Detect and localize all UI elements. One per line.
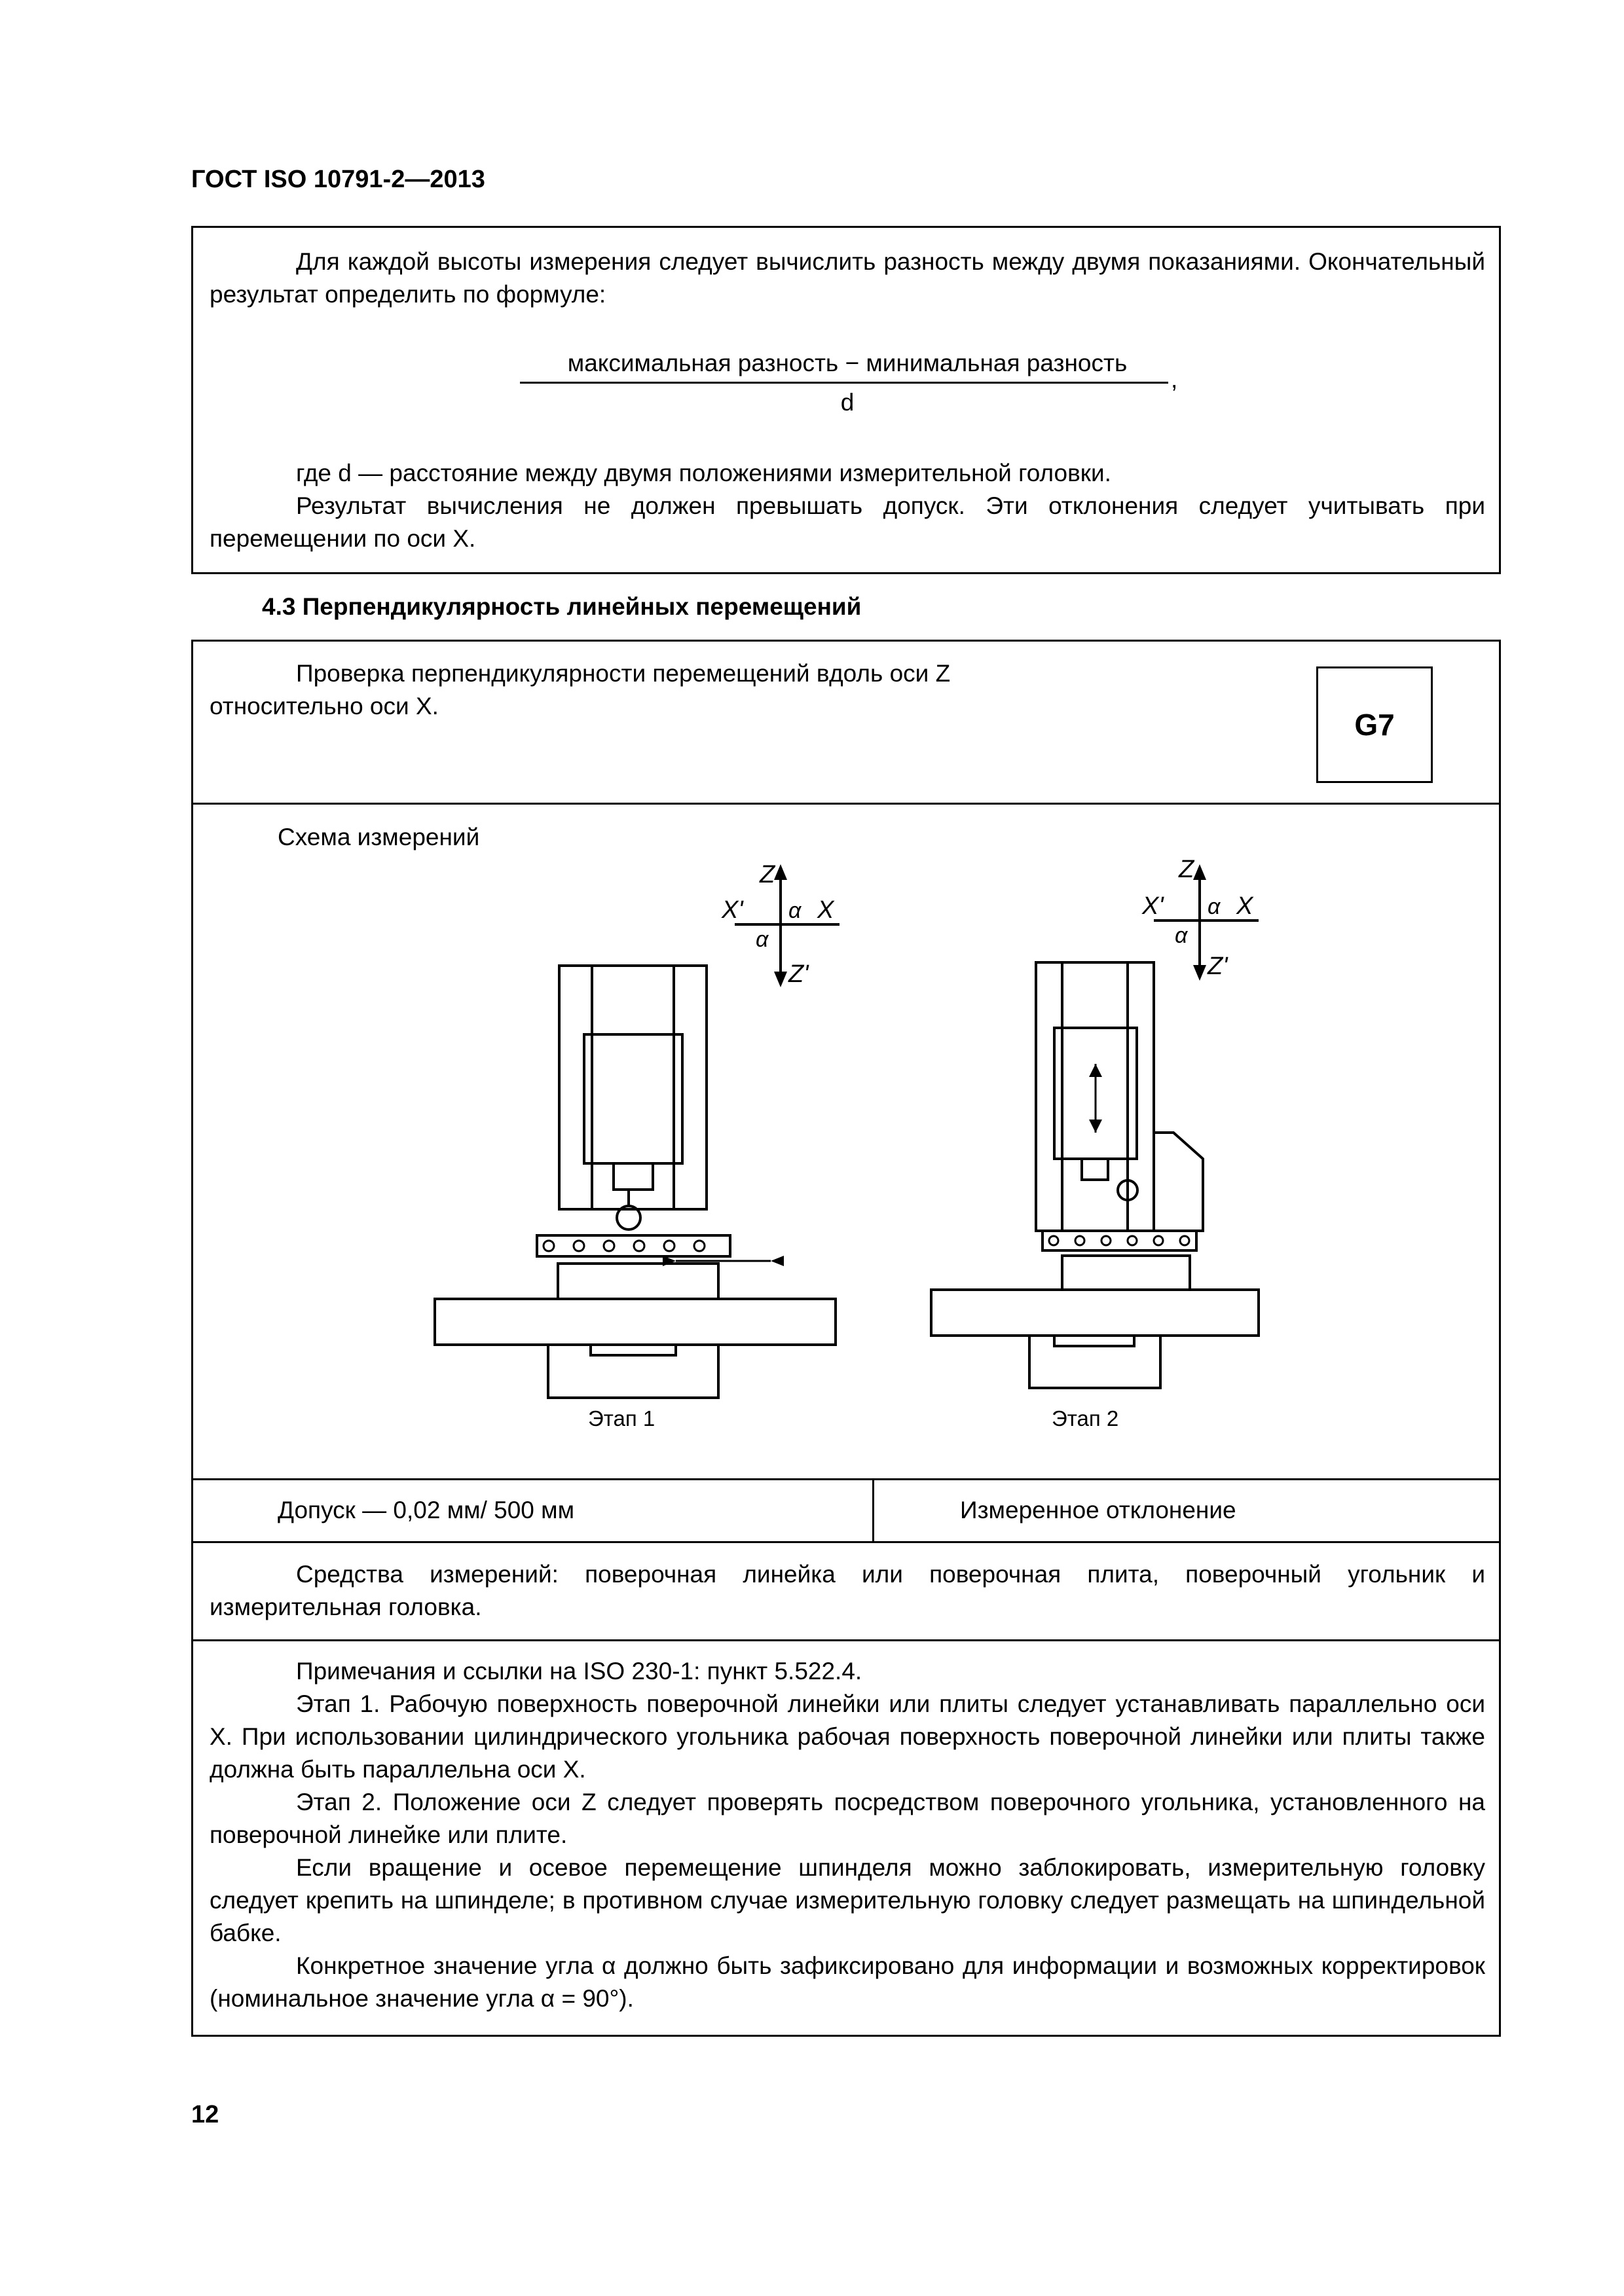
scheme-title: Схема измерений	[278, 824, 480, 850]
stage2-label-z-prime: Z'	[1208, 953, 1228, 980]
table-column-divider	[872, 1478, 874, 1541]
stage1-spindle	[614, 1163, 653, 1190]
test-description: Проверка перпендикулярности перемещений вдоль оси Z относительно оси X.	[210, 660, 951, 720]
stage2-bed	[931, 1290, 1259, 1336]
stage2-caption: Этап 2	[1052, 1406, 1119, 1430]
note-alpha-angle: Конкретное значение угла α должно быть зафиксировано для информации и возможных корректировок (номинальное значение угла α = 90°).	[210, 1952, 1485, 2012]
tolerance-cell: Допуск — 0,02 мм/ 500 мм	[278, 1497, 575, 1523]
stage2-label-z: Z	[1179, 856, 1194, 883]
stage1-label-alpha-top: α	[788, 898, 802, 923]
formula-variable-definition: где d — расстояние между двумя положениями измерительной головки.	[296, 460, 1111, 486]
result-requirement-paragraph: Результат вычисления не должен превышать допуск. Эти отклонения следует учитывать при перемещении по оси X.	[210, 492, 1485, 552]
table-divider-4	[191, 1639, 1501, 1641]
stage1-table-block	[558, 1264, 718, 1299]
table-divider-2	[191, 1478, 1501, 1480]
document-header: ГОСТ ISO 10791-2—2013	[191, 166, 485, 193]
formula-numerator: максимальная разность − минимальная разность	[567, 350, 1128, 376]
stage2-label-x-prime: X'	[1142, 892, 1164, 920]
stage1-label-x: X	[817, 896, 834, 924]
instruments-paragraph: Средства измерений: поверочная линейка или поверочная плита, поверочный угольник и измерительная головка.	[210, 1561, 1485, 1620]
note-stage2: Этап 2. Положение оси Z следует проверять посредством поверочного угольника, установленного на поверочной линейке или плите.	[210, 1789, 1485, 1848]
stage2-saddle	[1029, 1336, 1160, 1388]
measurement-scheme-diagram	[191, 851, 1501, 1453]
note-spindle-lock: Если вращение и осевое перемещение шпинделя можно заблокировать, измерительную головку следует крепить на шпинделе; в противном случае измерительную головку следует размещать на шпиндельной бабке.	[210, 1854, 1485, 1946]
page-number: 12	[191, 2101, 219, 2128]
stage1-caption: Этап 1	[588, 1406, 655, 1430]
formula-denominator: d	[840, 389, 855, 416]
stage2-label-alpha-top: α	[1208, 894, 1221, 919]
stage1-label-z-prime: Z'	[788, 960, 809, 988]
stage2-square	[1154, 1133, 1203, 1231]
stage2-label-alpha-bottom: α	[1175, 923, 1188, 948]
stage1-label-alpha-bottom: α	[756, 927, 769, 952]
stage1-saddle	[548, 1345, 718, 1398]
stage1-column	[559, 966, 707, 1209]
note-stage1: Этап 1. Рабочую поверхность поверочной линейки или плиты следует устанавливать параллельно оси X. При использовании цилиндрического угольника рабочая поверхность поверочной линейки или плиты также должна быть параллельна оси X.	[210, 1690, 1485, 1783]
formula-fraction-line	[520, 382, 1168, 384]
stage1-bed	[435, 1299, 836, 1345]
stage2-label-x: X	[1236, 892, 1253, 920]
stage2-table-block	[1062, 1256, 1190, 1290]
formula-comma: ,	[1171, 366, 1178, 393]
stage2-spindle	[1082, 1159, 1108, 1180]
note-reference: Примечания и ссылки на ISO 230-1: пункт 5.522.4.	[296, 1658, 862, 1685]
table-divider-1	[191, 803, 1501, 805]
stage1-spindle-head	[584, 1034, 682, 1163]
table-divider-3	[191, 1541, 1501, 1543]
measured-deviation-cell: Измеренное отклонение	[960, 1497, 1236, 1523]
stage2-ruler	[1043, 1231, 1196, 1250]
test-code-box: G7	[1316, 666, 1433, 783]
formula-intro-paragraph: Для каждой высоты измерения следует вычислить разность между двумя показаниями. Окончательный результат определить по формуле:	[210, 248, 1485, 308]
stage1-label-x-prime: X'	[722, 896, 743, 924]
section-title: 4.3 Перпендикулярность линейных перемещений	[262, 593, 862, 620]
stage1-label-z: Z	[760, 861, 775, 888]
